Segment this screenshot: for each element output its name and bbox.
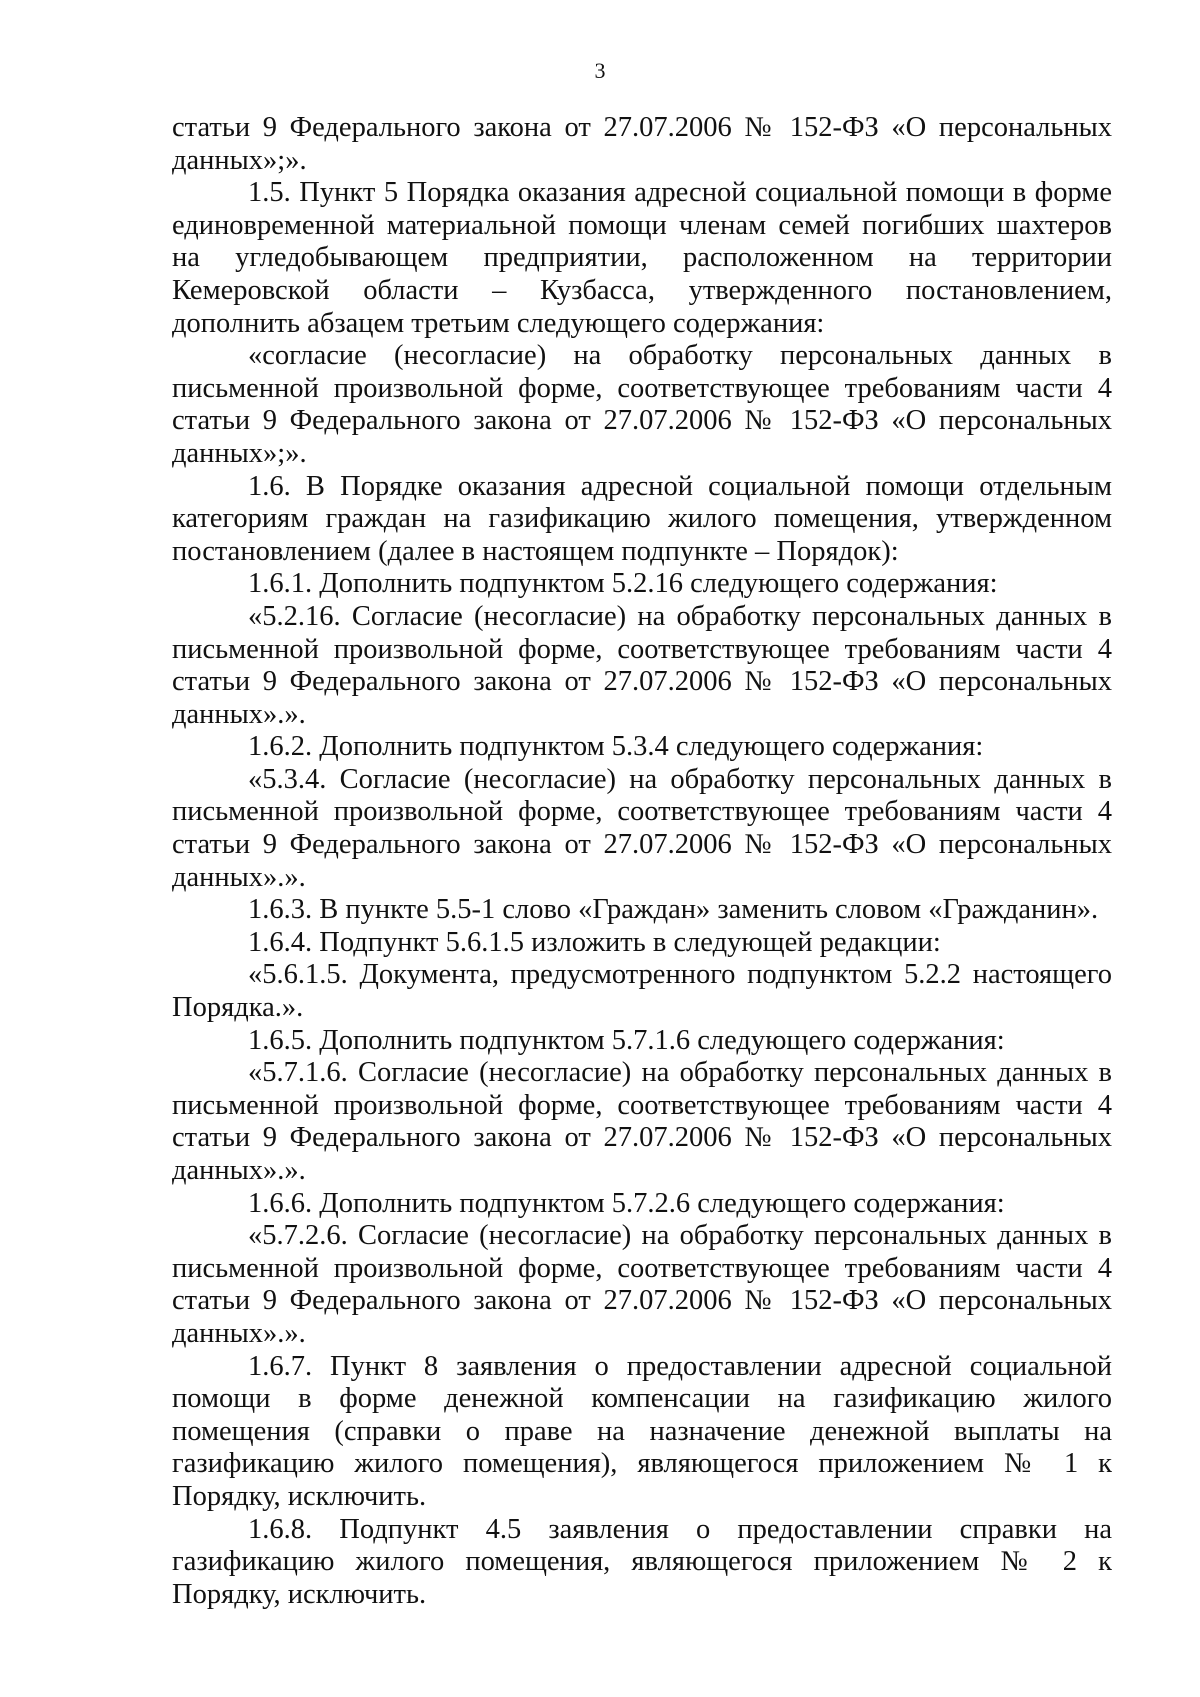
paragraph-5-7-1-6-quote: «5.7.1.6. Согласие (несогласие) на обработку персональных данных в письменной произвольной форме, соответствующее требованиям части 4 статьи 9 Федерального закона от 27.07.2006 № 152-ФЗ «О персональных данных».». xyxy=(172,1057,1112,1186)
paragraph-1-6-1: 1.6.1. Дополнить подпунктом 5.2.16 следующего содержания: xyxy=(248,568,998,600)
paragraph-1-6-4: 1.6.4. Подпункт 5.6.1.5 изложить в следующей редакции: xyxy=(248,926,941,958)
page-number: 3 xyxy=(594,58,606,83)
paragraph-1-6-2: 1.6.2. Дополнить подпунктом 5.3.4 следующего содержания: xyxy=(248,731,984,763)
paragraph-1-6: 1.6. В Порядке оказания адресной социальной помощи отдельным категориям граждан на газификацию жилого помещения, утвержденном постановлением (далее в настоящем подпункте – Порядок): xyxy=(172,470,1112,567)
paragraph-5-7-2-6-quote: «5.7.2.6. Согласие (несогласие) на обработку персональных данных в письменной произвольной форме, соответствующее требованиям части 4 статьи 9 Федерального закона от 27.07.2006 № 152-ФЗ «О персональных данных».». xyxy=(172,1220,1112,1349)
paragraph-5-6-1-5-quote: «5.6.1.5. Документа, предусмотренного подпунктом 5.2.2 настоящего Порядка.». xyxy=(172,959,1112,1024)
paragraph-continuation: статьи 9 Федерального закона от 27.07.2006 № 152-ФЗ «О персональных данных»;». xyxy=(172,112,1112,176)
paragraph-5-3-4-quote: «5.3.4. Согласие (несогласие) на обработку персональных данных в письменной произвольной форме, соответствующее требованиям части 4 статьи 9 Федерального закона от 27.07.2006 № 152-ФЗ «О персональных данных».». xyxy=(172,763,1112,893)
paragraph-1-6-6: 1.6.6. Дополнить подпунктом 5.7.2.6 следующего содержания: xyxy=(248,1187,1005,1219)
paragraph-1-6-3: 1.6.3. В пункте 5.5-1 слово «Граждан» заменить словом «Гражданин». xyxy=(248,894,1099,926)
paragraph-1-6-8: 1.6.8. Подпункт 4.5 заявления о предоставлении справки на газификацию жилого помещения, являющегося приложением № 2 к Порядку, исключить. xyxy=(172,1513,1112,1610)
paragraph-1-6-5: 1.6.5. Дополнить подпунктом 5.7.1.6 следующего содержания: xyxy=(248,1024,1005,1056)
paragraph-5-2-16-quote: «5.2.16. Согласие (несогласие) на обработку персональных данных в письменной произвольной форме, соответствующее требованиям части 4 статьи 9 Федерального закона от 27.07.2006 № 152-ФЗ «О персональных данных».». xyxy=(172,600,1112,730)
paragraph-1-5-quote: «согласие (несогласие) на обработку персональных данных в письменной произвольной форме, соответствующее требованиям части 4 статьи 9 Федерального закона от 27.07.2006 № 152-ФЗ «О персональных данных»;». xyxy=(172,340,1112,469)
paragraph-1-5: 1.5. Пункт 5 Порядка оказания адресной социальной помощи в форме единовременной материальной помощи членам семей погибших шахтеров на угледобывающем предприятии, расположенном на территории Кемеровской области – Кузбасса, утвержденного постановлением, дополнить абзацем третьим следующего содержания: xyxy=(172,177,1112,339)
paragraph-1-6-7: 1.6.7. Пункт 8 заявления о предоставлении адресной социальной помощи в форме денежной компенсации на газификацию жилого помещения (справки о праве на назначение денежной выплаты на газификацию жилого помещения), являющегося приложением № 1 к Порядку, исключить. xyxy=(172,1350,1112,1512)
document-body xyxy=(172,112,1112,1611)
